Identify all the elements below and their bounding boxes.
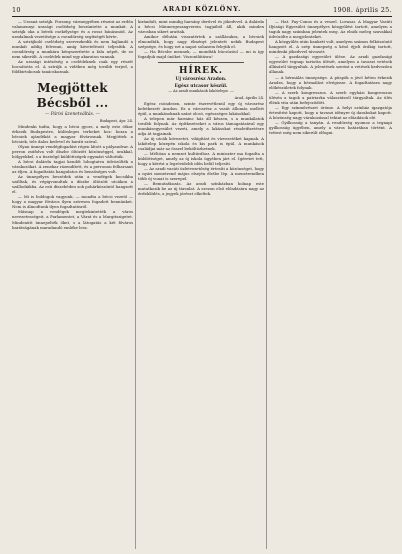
article-headline: Megjöttek Bécsből ... xyxy=(36,80,109,110)
header-rule xyxy=(12,16,392,17)
column-divider xyxy=(266,19,267,549)
article-paragraph: Amikor délután visszatértek a szállásukra, a bécsiek elmondták, hogy nagy élményt jelentett nekik Budapest szépsége, és hogy ezt a napot sohasem felejtik el. xyxy=(138,34,264,50)
news-section-title: HÍREK. xyxy=(178,66,223,77)
article-paragraph: — Az aradi vasúti üzletvezetőség értesíti a közönséget, hogy a nyári menetrend május elsején életbe lép. A menetrendben több új vonat is szerepel. xyxy=(138,166,264,182)
article-paragraph: kirándult, mint mindig harsány derűvel és jókedvvel. A dalárda a bécsi Männergesangverein tagjaiból áll, akik minden városban sikert arattak. xyxy=(138,19,264,35)
article-paragraph: Az urasági intézőség a cselédeknek csak egy részét bocsátotta el. A sztrájk a vidéken még tovább terjed, a földbirtokosok tanácskoznak. xyxy=(12,59,133,75)
section-divider xyxy=(158,62,244,63)
article-paragraph: A közgyűlés után bankett volt, amelyen számos felköszöntő hangzott el. A szép ünnepség a késő éjjeli órákig tartott, mindenki jókedvvel távozott. xyxy=(269,39,392,55)
article-paragraph: — Egy színművészet öröme. A helyi színház igazgatója értesítést kapott, hogy a tavaszi idényre új darabokat kapott. A közönség nagy várakozással tekint az előadások elé. xyxy=(269,104,392,120)
column-divider xyxy=(135,19,136,549)
article-paragraph: A telepen már harminc ház áll készen, s a munkálatok tovább folynak. Az építkezéseket a város támogatásával egy munkásegyesület vezeti, amely a lakásokat részletfizetésre adja át tagjainak. xyxy=(138,115,264,136)
article-paragraph: Az új utcák kövezetet, világítást és vízvezetéket kapnak. A lakótelep közepén iskola és kis park is épül. A munkások családjai már az ősszel beköltözhetnek. xyxy=(138,135,264,151)
article-paragraph: — Hat. Fay-Conus és a veszel. Lovasai. A Magyar Vasúti Ifjúsági Egyesület ünnepélyes közgyűlést tartott, amelyen a tagok nagy számban jelentek meg. Az elnök meleg szavakkal üdvözölte a megjelenteket. xyxy=(269,19,392,40)
article-paragraph: — Gyilkosság a tanyán. A rendőrség nyomoz a tegnapi gyilkosság ügyében, amely a város határában történt. A tettest még nem sikerült elfogni. xyxy=(269,119,392,136)
article-paragraph: — A szerb kongresszus. A szerb egyházi kongresszus ülésén a tagok a patriarka választásról tárgyaltak. Az ülés élénk vita után befejeződött. xyxy=(269,89,392,105)
page-number: 10 xyxy=(12,6,21,14)
article-subtitle: — Párisi üzenetváltás. — xyxy=(45,111,100,117)
article-paragraph: Mindenki tudta, hogy a bécsi gyors, a mely este ötkor érkezik Budapestre, különleges terheket hoz: hozza a bécsiek ajándékát a magyar fővárosnak. Megjöttek a bécsiek, tele dalos kedvvel és baráti szóval. xyxy=(12,123,133,144)
article-paragraph: — A bérmálás ünnepsége. A püspök a jövő héten érkezik Aradra, hogy a bérmálást elvégezze. A fogadtatásra nagy előkészületek folynak. xyxy=(269,74,392,90)
article-paragraph: — A gazdasági egyesület ülése. Az aradi gazdasági egyesület tegnap tartotta ülését, amelyen a tavaszi vetések állásáról tárgyaltak. A jelentések szerint a vetések kedvezően állanak. xyxy=(269,54,392,75)
article-paragraph: A bécsi dalárda tagjai kendőt lobogtatva üdvözölték a várakozókat. A zenekar rázendített, és a perronon felharsant az éljen. A fogadtatás hangulatos és bensőséges volt. xyxy=(12,158,133,175)
article-paragraph: A sztrájkoló cselédség szervezkedik és nem hajlandó a munkát addig felvenni, amíg követeléseit teljesítik. A csendőrség a munkára kényszerítette a falu népét, de ez nem sikerült. A cselédek mind egy akaraton vannak. xyxy=(12,39,133,60)
page-header xyxy=(12,4,392,16)
newspaper-title: ARADI KÖZLÖNY. xyxy=(162,5,242,13)
article-paragraph: — Méltóan a nemzet kultúrához. A miniszter ma fogadta a küldöttséget, amely az új iskola ügyében járt el. Ígéretet tett, hogy a kérést a legrövidebb időn belül teljesíti. xyxy=(138,151,264,167)
article-paragraph: Másnap a vendégek megtekintették a város nevezetességeit, a Parlamentet, a Várat és a Margitszigetet. Mindenütt ünnepelték őket, s a látogatás a két főváros barátságának maradandó emléke lesz. xyxy=(12,209,133,230)
column-1 xyxy=(12,19,133,549)
article-paragraph: Olyan ünnepi vendégfogadást régen látott a pályaudvar. A perron zsúfolva volt díszbe öltözött közönséggel, urakkal, hölgyekkel, s a tisztelgő küldöttségek egymást váltották. xyxy=(12,143,133,159)
column-2 xyxy=(138,19,264,549)
article-paragraph: — Mi is boldogok vagyunk, — mondta a bécsi vezető — hogy a magyar főváros ilyen szívesen fogadott bennünket. Nem is álmodtunk ilyen fogadtatásról. xyxy=(12,194,133,210)
article-paragraph: Az ünnepélyes beszédek után a vendégek kocsikba szálltak, és végigvonultak a díszbe öltözött utcákon a szállodáikba. Az esti díszebéden sok pohárköszöntő hangzott el. xyxy=(12,174,133,195)
dateline: Budapest, ápr. 24. xyxy=(99,118,133,123)
news-note: — Az aradi munkások lakótelepe. — xyxy=(168,89,234,94)
issue-date: 1908. április 25. xyxy=(333,6,392,14)
column-3 xyxy=(269,19,392,549)
news-headline: Uj városrész Aradon. xyxy=(175,77,227,83)
article-paragraph: — Urasná sztrájk. Pozsony, vármegyében részint az erdőn valamennyi urasági cselédség beszüntette a munkát. A sztrájk oka a bérek csekélysége és a rossz bánásmód. Az uradalmak vezetősége a csendőrség segítségét kérte. xyxy=(12,19,133,40)
article-paragraph: — Ha Bécsbe mennek, — mondták búcsúzóul — mi is így fogadjuk majd önöket. Viszontlátásra! xyxy=(138,49,264,60)
article-paragraph: — Bemutatkozás. Az aradi színházban holnap este mutatkozik be az új társulat. A szezon első előadására nagy az érdeklődés, a jegyek jórészt elkeltek. xyxy=(138,181,264,197)
news-subheadline: Egész utcasor készül. xyxy=(174,84,228,90)
article-paragraph: Egész csöndesen, szinte észrevétlenül egy új városrész keletkezett Aradon. Ez a városrész a vasút állomás mellett épül, a munkásoknak szánt olcsó, egészséges lakásokkal. xyxy=(138,100,264,116)
dateline: Arad, április 24. xyxy=(234,95,264,100)
